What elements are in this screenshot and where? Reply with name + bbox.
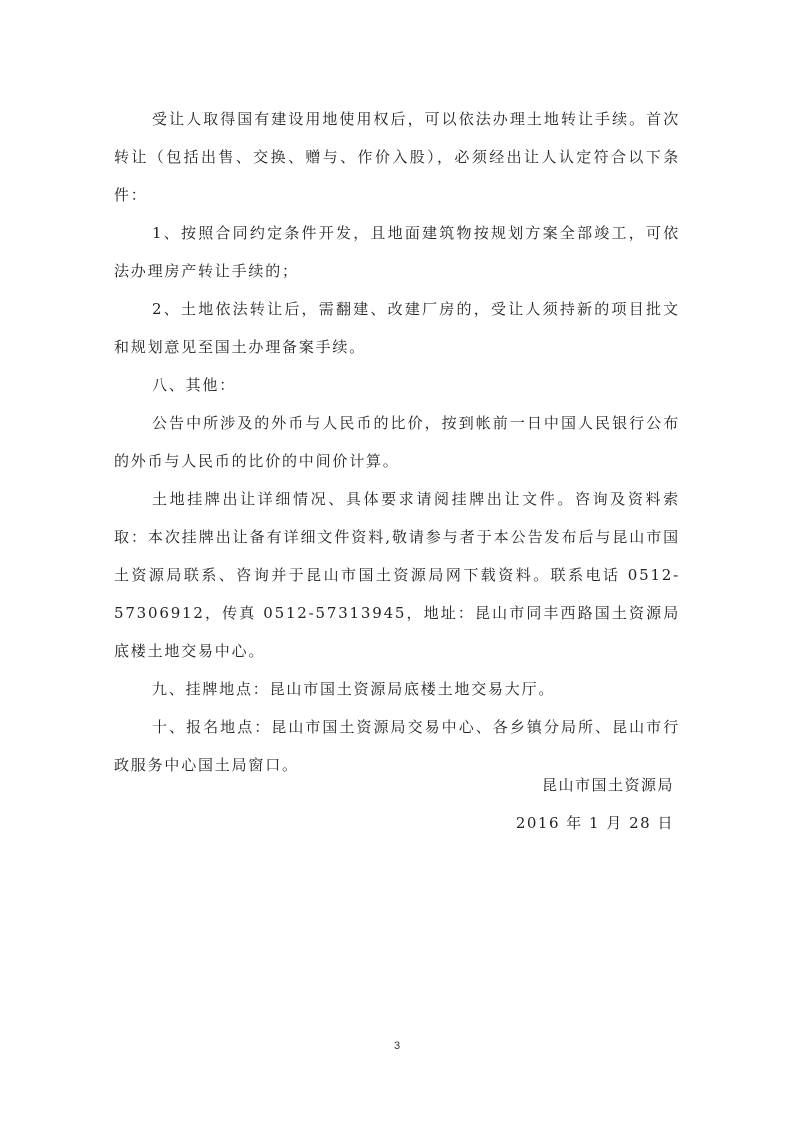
paragraph-listing-location: 九、挂牌地点：昆山市国土资源局底楼土地交易大厅。: [152, 680, 556, 698]
paragraph-condition-1: 1、按照合同约定条件开发，且地面建筑物按规划方案全部竣工，可依法办理房产转让手续的；: [114, 224, 680, 280]
signoff-block: [516, 766, 674, 842]
paragraph-registration-location: 十、报名地点：昆山市国土资源局交易中心、各乡镇分局所、昆山市行政服务中心国土局窗口。: [114, 718, 680, 774]
issuer-name: 昆山市国土资源局: [541, 776, 674, 794]
paragraph-exchange-rate: 公告中所涉及的外币与人民币的比价，按到帐前一日中国人民银行公布的外币与人民币的比价的中间价计算。: [114, 414, 680, 470]
paragraph-contact-info: 土地挂牌出让详细情况、具体要求请阅挂牌出让文件。咨询及资料索取：本次挂牌出让备有详细文件资料,敬请参与者于本公告发布后与昆山市国土资源局联系、咨询并于昆山市国土资源局网下载资料。联系电话 0512-57306912，传真 0512-57313945，地址：昆山市同丰西路国土资源局底楼土地交易中心。: [114, 490, 680, 660]
paragraph-first-transfer-conditions: 受让人取得国有建设用地使用权后，可以依法办理土地转让手续。首次转让（包括出售、交换、赠与、作价入股），必须经出让人认定符合以下条件：: [114, 110, 680, 204]
issue-date: 2016 年 1 月 28 日: [515, 814, 674, 832]
section-heading-other: 八、其他：: [152, 376, 237, 394]
body-text: [114, 100, 680, 784]
paragraph-condition-2: 2、土地依法转让后，需翻建、改建厂房的，受让人须持新的项目批文和规划意见至国土办理备案手续。: [114, 300, 680, 356]
page-number: 3: [393, 1040, 401, 1052]
